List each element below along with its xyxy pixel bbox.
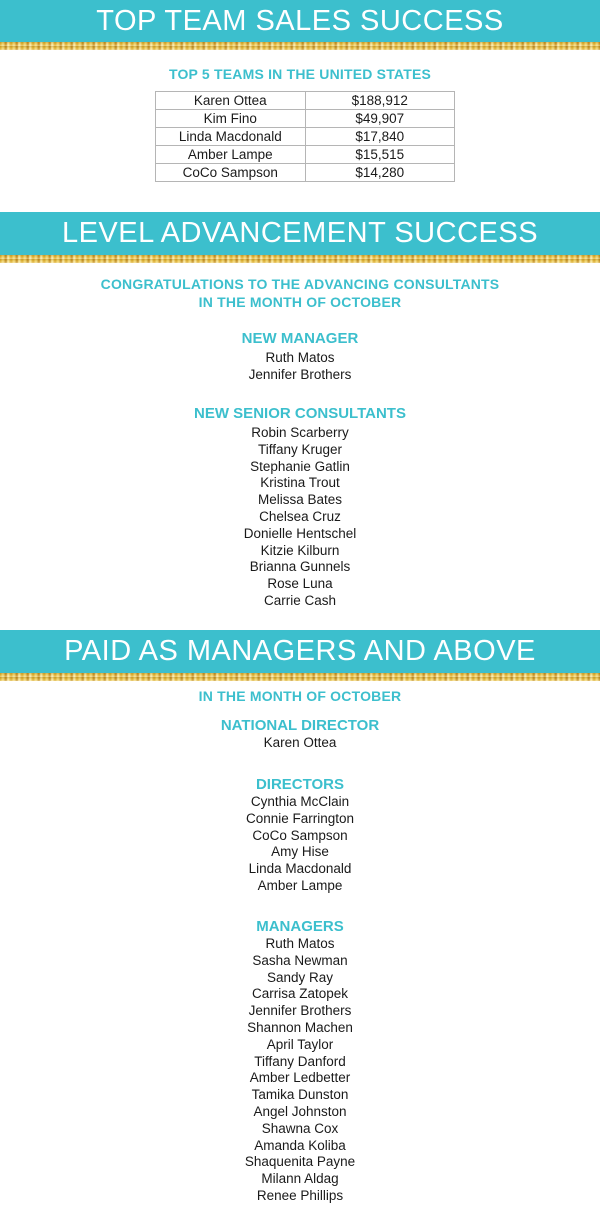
list-item: Melissa Bates [257, 492, 343, 508]
table-row [156, 92, 455, 110]
list-item: Kristina Trout [260, 475, 340, 491]
table-row [156, 164, 455, 182]
new-manager-list [0, 350, 600, 384]
list-item: Tamika Dunston [251, 1087, 349, 1103]
paid-as-managers-banner [0, 630, 600, 681]
new-manager-heading: NEW MANAGER [241, 330, 359, 347]
managers-heading: MANAGERS [256, 918, 344, 935]
team-sales-cell: $188,912 [305, 92, 454, 110]
list-item: Rose Luna [267, 576, 333, 592]
list-item: Tiffany Danford [254, 1053, 346, 1069]
list-item: Carrie Cash [263, 592, 337, 608]
list-item: Jennifer Brothers [248, 366, 352, 382]
list-item: Renee Phillips [256, 1187, 344, 1203]
list-item: Jennifer Brothers [248, 1003, 352, 1019]
team-name-cell: CoCo Sampson [156, 164, 306, 182]
top-teams-heading: TOP 5 TEAMS IN THE UNITED STATES [168, 66, 432, 82]
list-item: Amber Lampe [257, 877, 343, 893]
list-item: Linda Macdonald [248, 861, 352, 877]
list-item: Shaquenita Payne [244, 1154, 356, 1170]
list-item: Milann Aldag [261, 1171, 339, 1187]
top-team-banner-title: TOP TEAM SALES SUCCESS [96, 5, 504, 37]
list-item: Cynthia McClain [250, 794, 350, 809]
paid-month-line: IN THE MONTH OF OCTOBER [198, 688, 402, 704]
list-item: Kitzie Kilburn [260, 542, 340, 558]
congrats-line-1: CONGRATULATIONS TO THE ADVANCING CONSULTANTS [100, 276, 500, 292]
list-item: Tiffany Kruger [257, 441, 343, 457]
team-sales-cell: $17,840 [305, 128, 454, 146]
list-item: Ruth Matos [265, 936, 335, 951]
congrats-line-2: IN THE MONTH OF OCTOBER [198, 294, 402, 310]
top-teams-table [155, 91, 455, 182]
level-advancement-banner [0, 212, 600, 263]
team-sales-cell: $14,280 [305, 164, 454, 182]
list-item: Sandy Ray [266, 969, 334, 985]
list-item: Chelsea Cruz [259, 508, 341, 524]
paid-as-managers-banner-title: PAID AS MANAGERS AND ABOVE [64, 635, 536, 667]
list-item: Amanda Koliba [254, 1137, 346, 1153]
team-name-cell: Kim Fino [156, 110, 306, 128]
list-item: Amy Hise [271, 844, 329, 860]
list-item: Carrisa Zatopek [251, 986, 349, 1002]
national-director-list [0, 735, 600, 752]
team-name-cell: Karen Ottea [156, 92, 306, 110]
list-item: Karen Ottea [263, 735, 337, 750]
table-row [156, 146, 455, 164]
directors-heading: DIRECTORS [255, 776, 345, 793]
list-item: Amber Ledbetter [249, 1070, 351, 1086]
new-senior-consultants-list [0, 425, 600, 610]
list-item: Connie Farrington [245, 810, 355, 826]
list-item: Shawna Cox [261, 1120, 339, 1136]
team-sales-cell: $15,515 [305, 146, 454, 164]
managers-list [0, 936, 600, 1205]
list-item: April Taylor [266, 1036, 334, 1052]
new-senior-consultants-heading: NEW SENIOR CONSULTANTS [194, 405, 406, 422]
gold-glitter-divider [0, 673, 600, 681]
list-item: Ruth Matos [265, 350, 335, 365]
national-director-heading: NATIONAL DIRECTOR [220, 717, 380, 734]
list-item: Stephanie Gatlin [250, 458, 350, 474]
list-item: Donielle Hentschel [243, 525, 357, 541]
directors-list [0, 794, 600, 895]
team-sales-cell: $49,907 [305, 110, 454, 128]
top-team-banner [0, 0, 600, 50]
gold-glitter-divider [0, 42, 600, 50]
list-item: Sasha Newman [252, 952, 348, 968]
list-item: Brianna Gunnels [249, 559, 351, 575]
list-item: Angel Johnston [253, 1103, 347, 1119]
table-row [156, 128, 455, 146]
list-item: Shannon Machen [247, 1019, 353, 1035]
level-advancement-banner-title: LEVEL ADVANCEMENT SUCCESS [61, 217, 539, 249]
team-name-cell: Linda Macdonald [156, 128, 306, 146]
team-name-cell: Amber Lampe [156, 146, 306, 164]
list-item: Robin Scarberry [251, 425, 349, 440]
list-item: CoCo Sampson [252, 827, 348, 843]
gold-glitter-divider [0, 255, 600, 263]
table-row [156, 110, 455, 128]
